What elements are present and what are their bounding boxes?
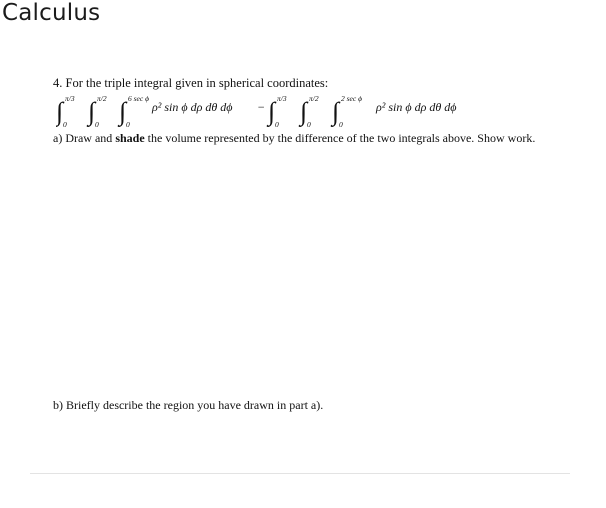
upper-limit: π/2 (309, 95, 319, 103)
part-a-prompt (53, 131, 535, 146)
integrand: ρ² sin ϕ dρ dθ dϕ (376, 100, 457, 114)
integral-sign: ∫ (119, 97, 127, 126)
question-title: 4. For the triple integral given in spherical coordinates: (53, 76, 329, 90)
upper-limit: π/2 (97, 95, 107, 103)
part-a-emphasis: shade (115, 131, 145, 145)
part-a-prefix: a) Draw and (53, 131, 116, 145)
integral-sign: ∫ (332, 97, 340, 126)
minus-sign: − (257, 100, 266, 114)
integral-sign: ∫ (268, 97, 276, 126)
page-header-title: Calculus (2, 0, 101, 26)
integral-sign: ∫ (300, 97, 308, 126)
lower-limit: 0 (307, 120, 311, 129)
upper-limit: π/3 (65, 95, 75, 103)
integral-sign: ∫ (56, 97, 64, 126)
upper-limit: 2 sec ϕ (341, 95, 362, 103)
upper-limit: π/3 (277, 95, 287, 103)
lower-limit: 0 (126, 120, 130, 129)
lower-limit: 0 (63, 120, 67, 129)
integral-2 (266, 95, 456, 129)
integrand: ρ² sin ϕ dρ dθ dϕ (152, 100, 233, 114)
part-a-suffix: the volume represented by the difference of the two integrals above. Show work. (144, 131, 536, 145)
lower-limit: 0 (339, 120, 343, 129)
lower-limit: 0 (95, 120, 99, 129)
divider-line (30, 473, 570, 474)
integral-1 (56, 95, 232, 129)
part-b-prompt: b) Briefly describe the region you have drawn in part a). (53, 398, 324, 412)
lower-limit: 0 (275, 120, 279, 129)
integral-svg (56, 95, 596, 129)
upper-limit: 6 sec ϕ (128, 95, 149, 103)
integral-sign: ∫ (88, 97, 96, 126)
integral-expression (56, 95, 596, 129)
